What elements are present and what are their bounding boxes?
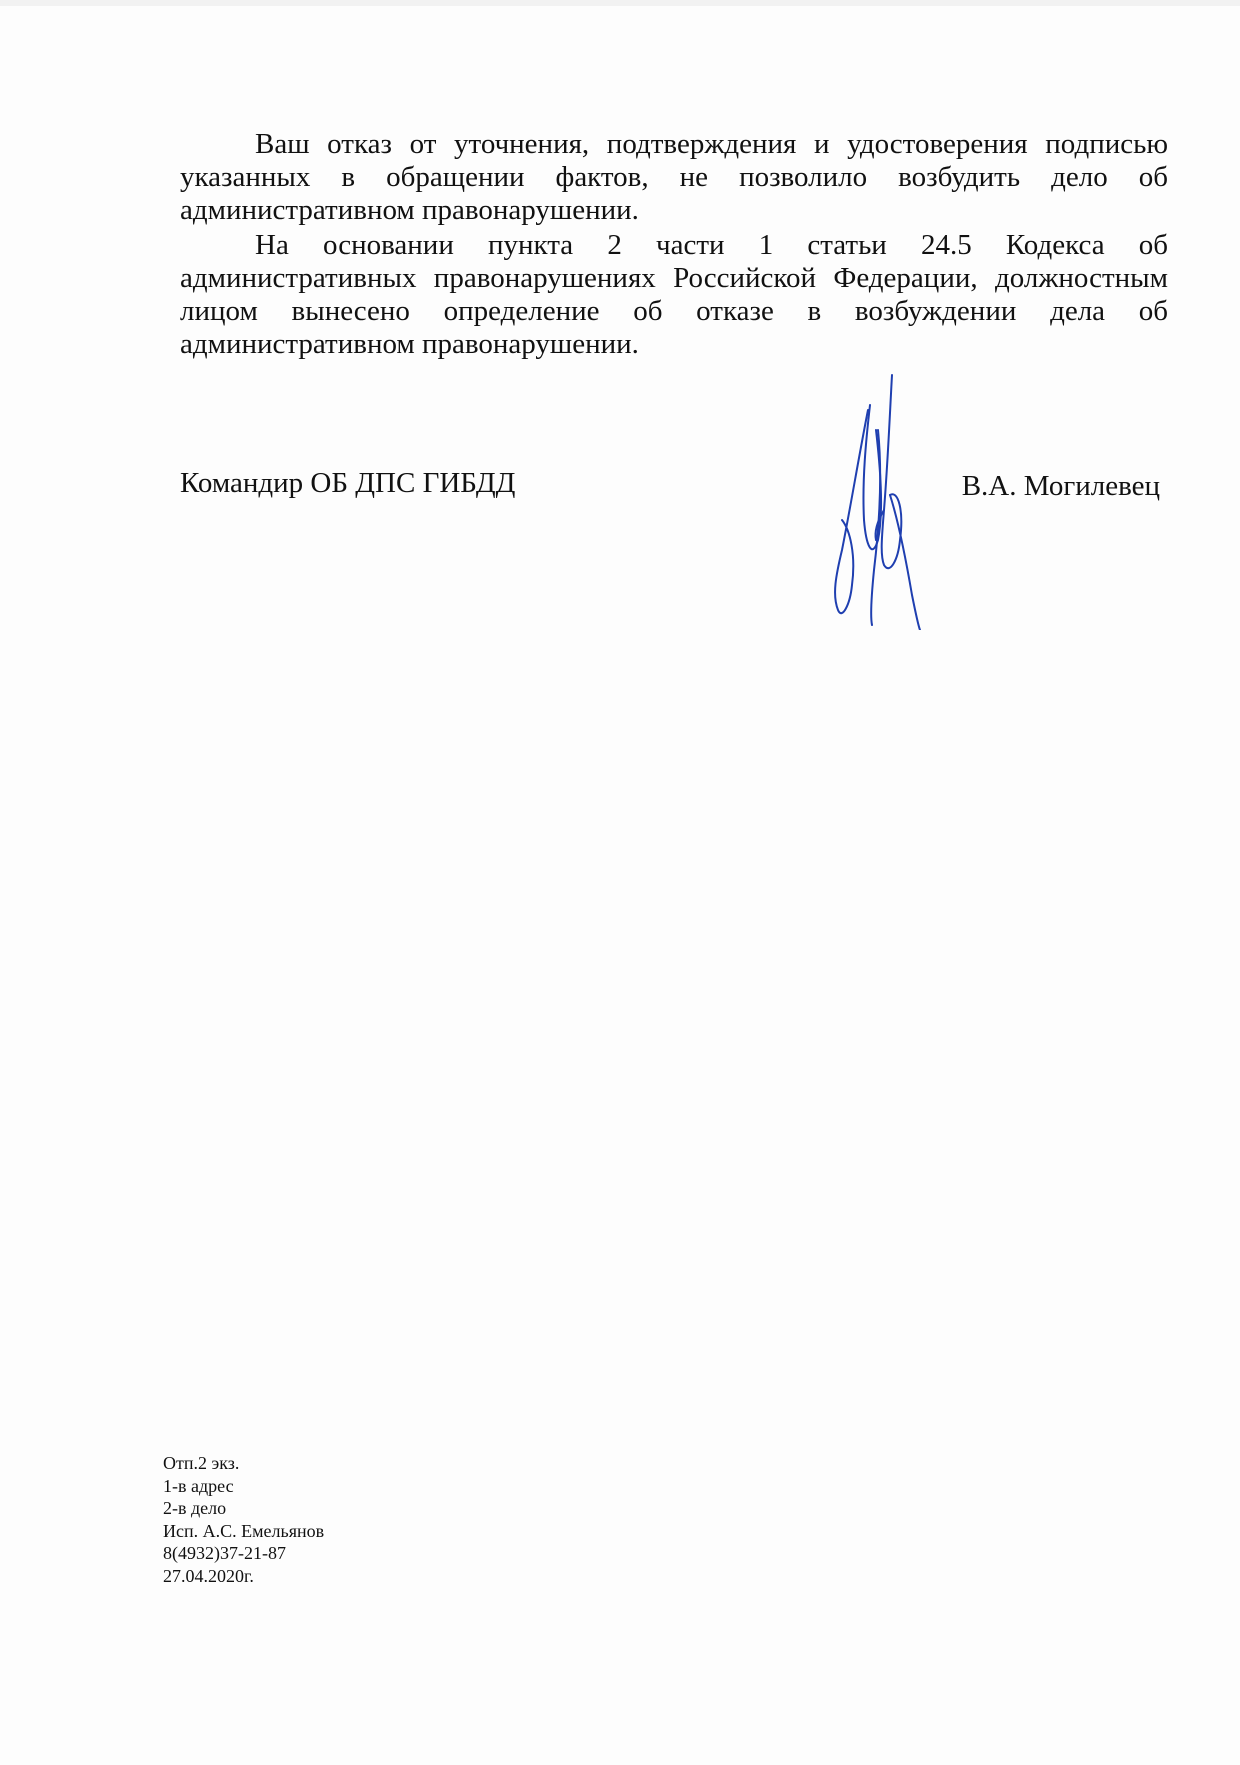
paragraph-refusal: Ваш отказ от уточнения, подтверждения и удостоверения подписью указанных в обращении фактов, не позволило возбудить дело об административном правонарушении. bbox=[180, 128, 1168, 226]
footer-date: 27.04.2020г. bbox=[163, 1565, 254, 1586]
footer-copies: Отп.2 экз. bbox=[163, 1453, 240, 1473]
paragraph-legal-basis: На основании пункта 2 части 1 статьи 24.5 Кодекса об административных правонарушениях Российской Федерации, должностным лицом вынесено определение об отказе в возбуждении дела об административном правонарушении. bbox=[180, 229, 1168, 360]
footer-phone: 8(4932)37-21-87 bbox=[163, 1543, 286, 1563]
handwritten-signature bbox=[820, 370, 930, 630]
signatory-name: В.А. Могилевец bbox=[961, 470, 1160, 502]
letter-body bbox=[180, 128, 1168, 361]
footer-executor: Исп. А.С. Емельянов bbox=[163, 1520, 325, 1541]
executor-footer bbox=[163, 1452, 324, 1587]
footer-copy-1: 1-в адрес bbox=[163, 1475, 234, 1496]
signatory-position: Командир ОБ ДПС ГИБДД bbox=[180, 467, 516, 499]
scan-edge-shadow bbox=[0, 0, 1240, 6]
footer-copy-2: 2-в дело bbox=[163, 1498, 227, 1518]
